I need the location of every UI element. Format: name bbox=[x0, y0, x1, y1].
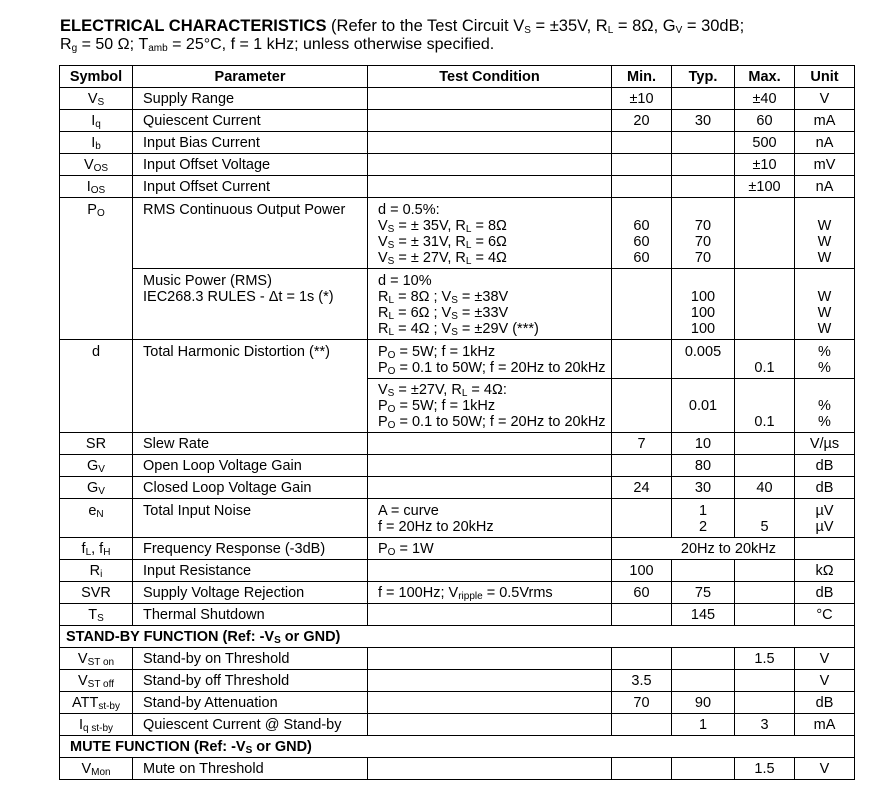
table-row bbox=[60, 198, 855, 269]
unit-cell: µV µV bbox=[795, 499, 855, 538]
min-cell: 24 bbox=[612, 477, 672, 499]
table-row bbox=[60, 538, 855, 560]
min-cell bbox=[612, 132, 672, 154]
condition-cell bbox=[368, 455, 612, 477]
unit-cell: W W W bbox=[795, 198, 855, 269]
table-row bbox=[60, 269, 855, 340]
electrical-characteristics-table bbox=[59, 65, 855, 780]
parameter-cell: Stand-by Attenuation bbox=[133, 692, 368, 714]
max-cell: 60 bbox=[735, 110, 795, 132]
min-cell: 7 bbox=[612, 433, 672, 455]
symbol-cell: SR bbox=[60, 433, 133, 455]
symbol-cell: $T_S$ bbox=[60, 604, 133, 626]
table-row bbox=[60, 477, 855, 499]
table-row bbox=[60, 176, 855, 198]
unit-cell: % % bbox=[795, 340, 855, 379]
typ-cell: 1 bbox=[672, 714, 735, 736]
table-row bbox=[60, 110, 855, 132]
parameter-cell: Stand-by off Threshold bbox=[133, 670, 368, 692]
symbol-cell: $e_N$ bbox=[60, 499, 133, 538]
table-row bbox=[60, 88, 855, 110]
min-cell bbox=[612, 340, 672, 379]
typ-cell: 10 bbox=[672, 433, 735, 455]
parameter-cell: Input Offset Current bbox=[133, 176, 368, 198]
symbol-cell: $I_{q st-by}$ bbox=[60, 714, 133, 736]
max-cell bbox=[735, 670, 795, 692]
table-row bbox=[60, 154, 855, 176]
section-title: ELECTRICAL CHARACTERISTICS bbox=[60, 17, 327, 35]
min-cell: 60 60 60 bbox=[612, 198, 672, 269]
min-cell: 100 bbox=[612, 560, 672, 582]
parameter-cell: Closed Loop Voltage Gain bbox=[133, 477, 368, 499]
unit-cell: W W W bbox=[795, 269, 855, 340]
typ-cell: 0.005 bbox=[672, 340, 735, 379]
table-row bbox=[60, 433, 855, 455]
typ-cell: 100 100 100 bbox=[672, 269, 735, 340]
condition-cell bbox=[368, 758, 612, 780]
unit-cell: dB bbox=[795, 582, 855, 604]
typ-cell bbox=[672, 648, 735, 670]
parameter-cell: Music Power (RMS) IEC268.3 RULES - Δt = 1s (*) bbox=[133, 269, 368, 340]
min-cell bbox=[612, 379, 672, 433]
parameter-cell: Supply Voltage Rejection bbox=[133, 582, 368, 604]
table-row bbox=[60, 582, 855, 604]
parameter-cell: Input Resistance bbox=[133, 560, 368, 582]
table-row bbox=[60, 455, 855, 477]
symbol-cell: $I_{OS}$ bbox=[60, 176, 133, 198]
parameter-cell: Thermal Shutdown bbox=[133, 604, 368, 626]
section-title-standby: STAND-BY FUNCTION (Ref: $-V_S$ or GND) bbox=[60, 626, 855, 648]
parameter-cell: Quiescent Current bbox=[133, 110, 368, 132]
unit-cell: mV bbox=[795, 154, 855, 176]
condition-cell: d = 0.5%: $V_S$ = ± 35V, $R_L = 8\Omega$ $V_S$ = ± 31V, $R_L = 6\Omega$ $V_S$ = ± 27V, $R_L = 4\Omega$ bbox=[368, 198, 612, 269]
parameter-cell: Input Offset Voltage bbox=[133, 154, 368, 176]
header-line-2: $R_g = 50$ Ω; $T_{amb} = 25^\circ C$, f = 1 kHz; unless otherwise specified. bbox=[60, 36, 495, 54]
typ-cell bbox=[672, 176, 735, 198]
table-row bbox=[60, 560, 855, 582]
symbol-cell: $I_b$ bbox=[60, 132, 133, 154]
max-cell bbox=[735, 604, 795, 626]
col-min: Min. bbox=[612, 66, 672, 88]
symbol-cell: $V_{OS}$ bbox=[60, 154, 133, 176]
typ-cell: 1 2 bbox=[672, 499, 735, 538]
typ-cell bbox=[672, 132, 735, 154]
max-cell bbox=[735, 692, 795, 714]
max-cell: 0.1 bbox=[735, 379, 795, 433]
parameter-cell: Input Bias Current bbox=[133, 132, 368, 154]
min-cell: ±10 bbox=[612, 88, 672, 110]
condition-cell bbox=[368, 176, 612, 198]
unit-cell: dB bbox=[795, 477, 855, 499]
min-cell: 20 bbox=[612, 110, 672, 132]
min-cell bbox=[612, 648, 672, 670]
parameter-cell: Slew Rate bbox=[133, 433, 368, 455]
header-line-1: ELECTRICAL CHARACTERISTICS (Refer to the Test Circuit $V_S = \pm 35V$, $R_L = 8\Omega$, $G_V = 30dB$; bbox=[60, 17, 745, 36]
typ-cell: 145 bbox=[672, 604, 735, 626]
unit-cell: kΩ bbox=[795, 560, 855, 582]
condition-cell bbox=[368, 110, 612, 132]
table-row bbox=[60, 758, 855, 780]
symbol-cell: $G_V$ bbox=[60, 477, 133, 499]
min-cell bbox=[612, 714, 672, 736]
symbol-cell: $f_L$, $f_H$ bbox=[60, 538, 133, 560]
table-row bbox=[60, 714, 855, 736]
condition-cell bbox=[368, 692, 612, 714]
condition-cell bbox=[368, 604, 612, 626]
condition-cell bbox=[368, 648, 612, 670]
table-row bbox=[60, 604, 855, 626]
symbol-cell: $ATT_{st-by}$ bbox=[60, 692, 133, 714]
condition-cell: $V_S = \pm 27V$, $R_L = 4\Omega$: $P_O = 5W$; f = 1kHz $P_O = 0.1$ to 50W; f = 20Hz to 20kHz bbox=[368, 379, 612, 433]
parameter-cell: Total Harmonic Distortion (**) bbox=[133, 340, 368, 433]
unit-cell: V bbox=[795, 88, 855, 110]
typ-cell: 30 bbox=[672, 477, 735, 499]
min-cell: 70 bbox=[612, 692, 672, 714]
max-cell: 1.5 bbox=[735, 758, 795, 780]
symbol-cell: $G_V$ bbox=[60, 455, 133, 477]
table-row bbox=[60, 499, 855, 538]
max-cell bbox=[735, 455, 795, 477]
typ-cell: 80 bbox=[672, 455, 735, 477]
unit-cell: °C bbox=[795, 604, 855, 626]
unit-cell: % % bbox=[795, 379, 855, 433]
unit-cell: V bbox=[795, 670, 855, 692]
symbol-cell: $V_{ST on}$ bbox=[60, 648, 133, 670]
typ-cell: 75 bbox=[672, 582, 735, 604]
unit-cell: V/µs bbox=[795, 433, 855, 455]
min-cell bbox=[612, 269, 672, 340]
max-cell: 500 bbox=[735, 132, 795, 154]
condition-cell bbox=[368, 88, 612, 110]
min-cell bbox=[612, 176, 672, 198]
typ-cell bbox=[672, 88, 735, 110]
condition-cell bbox=[368, 714, 612, 736]
unit-cell: dB bbox=[795, 455, 855, 477]
condition-cell: A = curve f = 20Hz to 20kHz bbox=[368, 499, 612, 538]
col-test-condition: Test Condition bbox=[368, 66, 612, 88]
col-typ: Typ. bbox=[672, 66, 735, 88]
typ-cell bbox=[672, 670, 735, 692]
table-row bbox=[60, 692, 855, 714]
typ-cell bbox=[672, 758, 735, 780]
symbol-cell: $V_{ST off}$ bbox=[60, 670, 133, 692]
unit-cell: mA bbox=[795, 714, 855, 736]
condition-cell bbox=[368, 154, 612, 176]
condition-cell: $P_O = 1W$ bbox=[368, 538, 612, 560]
min-cell bbox=[612, 499, 672, 538]
max-cell bbox=[735, 198, 795, 269]
max-cell: ±40 bbox=[735, 88, 795, 110]
parameter-cell: Open Loop Voltage Gain bbox=[133, 455, 368, 477]
min-cell bbox=[612, 455, 672, 477]
typ-cell: 70 70 70 bbox=[672, 198, 735, 269]
max-cell bbox=[735, 433, 795, 455]
table-header-row bbox=[60, 66, 855, 88]
header bbox=[60, 16, 860, 54]
condition-cell bbox=[368, 670, 612, 692]
condition-cell: f = 100Hz; $V_{ripple}$ = 0.5Vrms bbox=[368, 582, 612, 604]
col-max: Max. bbox=[735, 66, 795, 88]
unit-cell bbox=[795, 538, 855, 560]
max-cell: 1.5 bbox=[735, 648, 795, 670]
condition-cell bbox=[368, 477, 612, 499]
max-cell: 3 bbox=[735, 714, 795, 736]
parameter-cell: Mute on Threshold bbox=[133, 758, 368, 780]
max-cell bbox=[735, 582, 795, 604]
symbol-cell: $V_S$ bbox=[60, 88, 133, 110]
max-cell: ±10 bbox=[735, 154, 795, 176]
table-row bbox=[60, 648, 855, 670]
max-cell: 40 bbox=[735, 477, 795, 499]
table-row bbox=[60, 132, 855, 154]
unit-cell: V bbox=[795, 758, 855, 780]
symbol-cell: $P_O$ bbox=[60, 198, 133, 340]
symbol-cell: $R_i$ bbox=[60, 560, 133, 582]
max-cell bbox=[735, 269, 795, 340]
condition-cell: $P_O = 5W$; f = 1kHz $P_O = 0.1$ to 50W; f = 20Hz to 20kHz bbox=[368, 340, 612, 379]
unit-cell: nA bbox=[795, 132, 855, 154]
parameter-cell: Quiescent Current @ Stand-by bbox=[133, 714, 368, 736]
min-cell bbox=[612, 154, 672, 176]
unit-cell: V bbox=[795, 648, 855, 670]
unit-cell: mA bbox=[795, 110, 855, 132]
parameter-cell: Stand-by on Threshold bbox=[133, 648, 368, 670]
typ-cell: 30 bbox=[672, 110, 735, 132]
max-cell bbox=[735, 560, 795, 582]
symbol-cell: d bbox=[60, 340, 133, 433]
min-cell: 3.5 bbox=[612, 670, 672, 692]
condition-cell bbox=[368, 433, 612, 455]
table-row bbox=[60, 340, 855, 379]
max-cell: 0.1 bbox=[735, 340, 795, 379]
parameter-cell: Total Input Noise bbox=[133, 499, 368, 538]
min-cell bbox=[612, 604, 672, 626]
max-cell: ±100 bbox=[735, 176, 795, 198]
typ-cell: 90 bbox=[672, 692, 735, 714]
section-title-mute: MUTE FUNCTION (Ref: $-V_S$ or GND) bbox=[60, 736, 855, 758]
condition-cell bbox=[368, 560, 612, 582]
min-cell bbox=[612, 758, 672, 780]
section-header-mute bbox=[60, 736, 855, 758]
symbol-cell: $V_{Mon}$ bbox=[60, 758, 133, 780]
col-symbol: Symbol bbox=[60, 66, 133, 88]
condition-cell: d = 10% $R_L = 8\Omega$ ; $V_S = \pm 38V$ $R_L = 6\Omega$ ; $V_S = \pm 33V$ $R_L = 4\Omega$ ; $V_S = \pm 29V$ (***) bbox=[368, 269, 612, 340]
parameter-cell: RMS Continuous Output Power bbox=[133, 198, 368, 269]
table-row bbox=[60, 670, 855, 692]
max-cell: 5 bbox=[735, 499, 795, 538]
unit-cell: dB bbox=[795, 692, 855, 714]
col-parameter: Parameter bbox=[133, 66, 368, 88]
range-cell: 20Hz to 20kHz bbox=[612, 538, 795, 560]
unit-cell: nA bbox=[795, 176, 855, 198]
symbol-cell: $I_q$ bbox=[60, 110, 133, 132]
parameter-cell: Supply Range bbox=[133, 88, 368, 110]
parameter-cell: Frequency Response (-3dB) bbox=[133, 538, 368, 560]
min-cell: 60 bbox=[612, 582, 672, 604]
condition-cell bbox=[368, 132, 612, 154]
typ-cell bbox=[672, 154, 735, 176]
symbol-cell: SVR bbox=[60, 582, 133, 604]
typ-cell: 0.01 bbox=[672, 379, 735, 433]
typ-cell bbox=[672, 560, 735, 582]
col-unit: Unit bbox=[795, 66, 855, 88]
section-header-standby bbox=[60, 626, 855, 648]
